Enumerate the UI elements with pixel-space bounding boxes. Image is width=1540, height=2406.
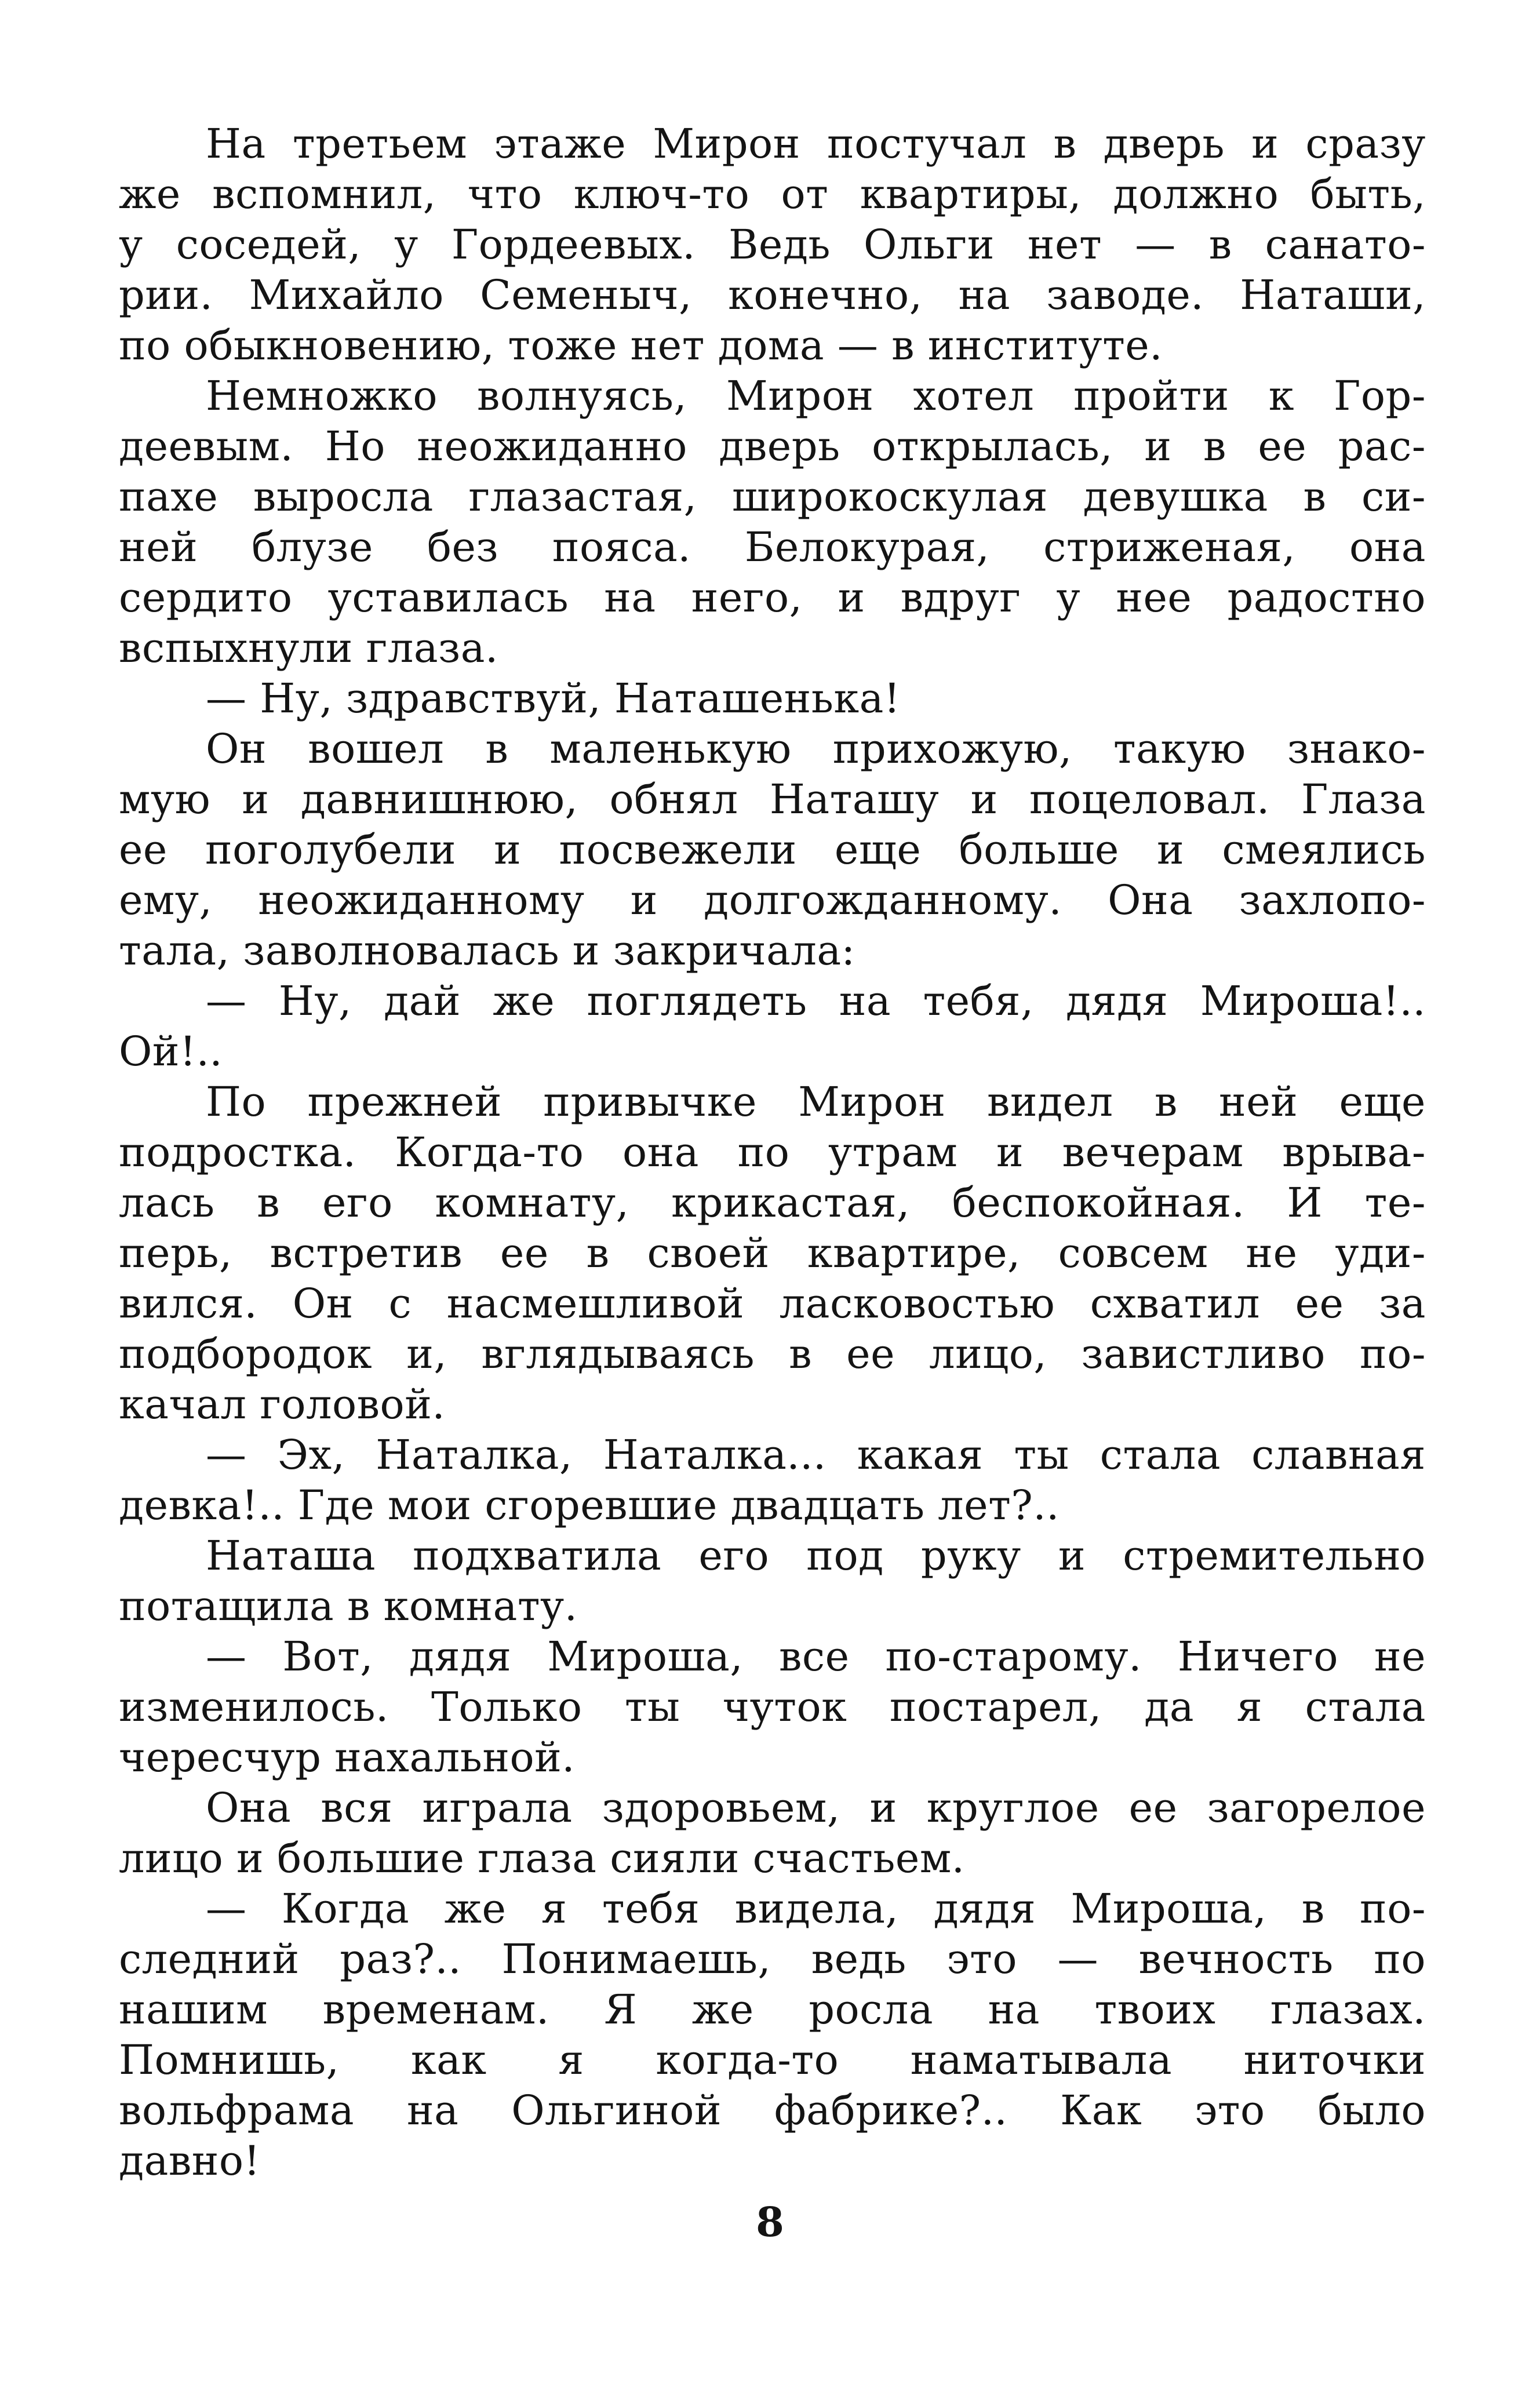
text-line: ней блузе без пояса. Белокурая, стриженая, она: [119, 523, 1426, 571]
text-line: вольфрама на Ольгиной фабрике?.. Как это было: [119, 2087, 1426, 2134]
text-line: Наташа подхватила его под руку и стремительно: [206, 1532, 1426, 1579]
text-line: по обыкновению, тоже нет дома — в институте.: [119, 322, 1163, 369]
text-line: рии. Михайло Семеныч, конечно, на заводе. Наташи,: [119, 271, 1426, 319]
text-line: пахе выросла глазастая, широкоскулая девушка в си-: [119, 473, 1426, 520]
page-number: 8: [756, 2198, 784, 2246]
text-line: — Ну, здравствуй, Наташенька!: [206, 675, 901, 722]
text-line: вился. Он с насмешливой ласковостью схватил ее за: [119, 1280, 1426, 1327]
text-line: изменилось. Только ты чуток постарел, да я стала: [119, 1683, 1426, 1731]
text-line: чересчур нахальной.: [119, 1734, 576, 1781]
text-line: Ой!..: [119, 1028, 223, 1075]
text-line: ее поголубели и посвежели еще больше и смеялись: [119, 826, 1426, 873]
text-line: деевым. Но неожиданно дверь открылась, и в ее рас-: [119, 423, 1426, 470]
text-line: Помнишь, как я когда-то наматывала ниточки: [119, 2036, 1426, 2084]
text-line: ему, неожиданному и долгожданному. Она захлопо-: [119, 876, 1426, 924]
text-line: лицо и большие глаза сияли счастьем.: [119, 1834, 965, 1882]
text-line: сердито уставилась на него, и вдруг у нее радостно: [119, 574, 1426, 621]
text-line: перь, встретив ее в своей квартире, совсем не уди-: [119, 1229, 1426, 1277]
text-line: вспыхнули глаза.: [119, 624, 498, 672]
text-line: тала, заволновалась и закричала:: [119, 927, 855, 974]
text-line: потащила в комнату.: [119, 1582, 578, 1630]
text-line: подростка. Когда-то она по утрам и вечерам врыва-: [119, 1129, 1426, 1176]
text-line: Он вошел в маленькую прихожую, такую знако-: [206, 725, 1426, 773]
text-line: у соседей, у Гордеевых. Ведь Ольги нет — в санато-: [119, 221, 1426, 268]
text-line: подбородок и, вглядываясь в ее лицо, завистливо по-: [119, 1330, 1426, 1378]
text-line: качал головой.: [119, 1381, 446, 1428]
text-line: — Вот, дядя Мироша, все по-старому. Ничего не: [206, 1633, 1426, 1680]
text-line: Немножко волнуясь, Мирон хотел пройти к Гор-: [206, 372, 1426, 420]
text-line: девка!.. Где мои сгоревшие двадцать лет?..: [119, 1482, 1060, 1529]
text-line: следний раз?.. Понимаешь, ведь это — вечность по: [119, 1935, 1426, 1983]
text-line: На третьем этаже Мирон постучал в дверь и сразу: [206, 120, 1426, 168]
text-line: давно!: [119, 2137, 261, 2185]
text-line: же вспомнил, что ключ-то от квартиры, должно быть,: [119, 170, 1426, 218]
text-line: — Ну, дай же поглядеть на тебя, дядя Мироша!..: [206, 977, 1426, 1025]
text-line: лась в его комнату, крикастая, беспокойная. И те-: [119, 1179, 1426, 1226]
text-line: Она вся играла здоровьем, и круглое ее загорелое: [206, 1784, 1426, 1832]
body-text: [119, 119, 1426, 2186]
text-line: нашим временам. Я же росла на твоих глазах.: [119, 1986, 1426, 2033]
text-line: По прежней привычке Мирон видел в ней еще: [206, 1078, 1426, 1126]
text-line: — Эх, Наталка, Наталка... какая ты стала славная: [206, 1431, 1426, 1479]
text-line: — Когда же я тебя видела, дядя Мироша, в по-: [206, 1885, 1426, 1932]
text-line: мую и давнишнюю, обнял Наташу и поцеловал. Глаза: [119, 776, 1426, 823]
